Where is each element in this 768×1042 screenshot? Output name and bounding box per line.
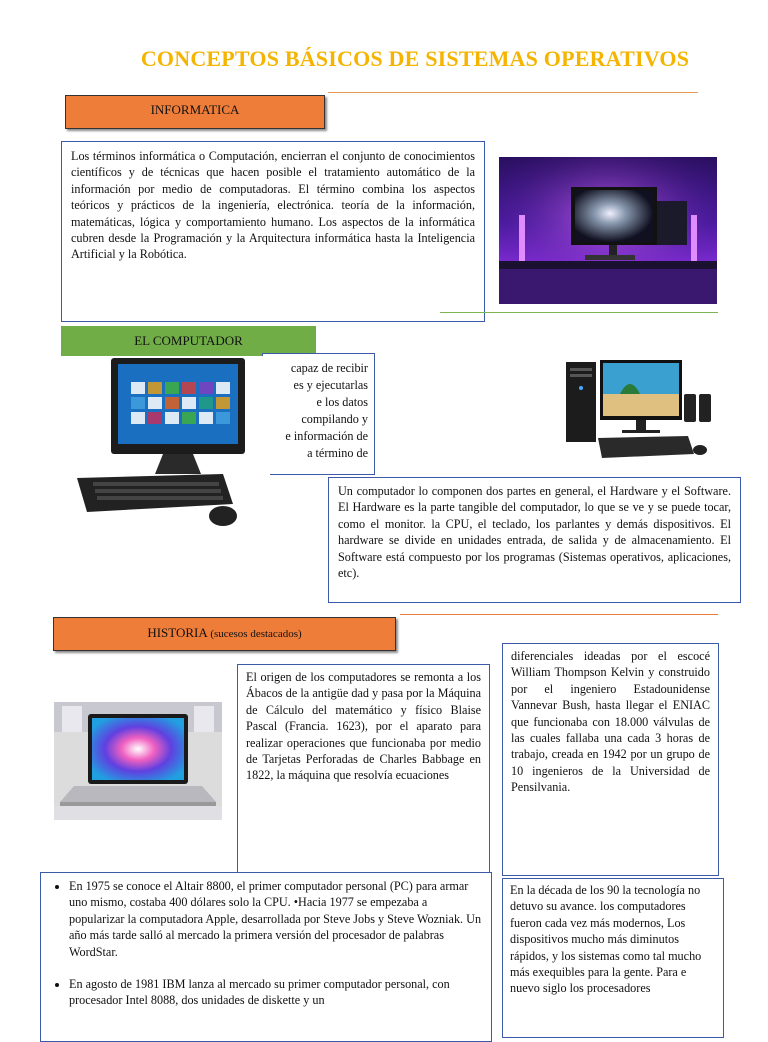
historia-90s-box xyxy=(502,878,724,1038)
gaming-desk-photo xyxy=(499,157,717,304)
section-tag-informatica xyxy=(65,95,325,129)
partial-line: a término de xyxy=(307,446,368,460)
computador-partial-box xyxy=(262,353,375,475)
computador-text-box xyxy=(328,477,741,603)
section-tag-computador xyxy=(61,326,316,356)
historia-text-box-right xyxy=(502,643,719,876)
informatica-text-box xyxy=(61,141,485,322)
computador-paragraph: Un computador lo componen dos partes en general, el Hardware y el Software. El Hardware es la parte tangible del computador, lo que se ve y se puede tocar, como el monitor. la CPU, el teclado, los parlantes y demás dispositivos. El hardware se divide en unidades entrada, de salida y de almacenamiento. El Software está compuesto por los programas (Sistemas operativos, aplicaciones, etc). xyxy=(338,484,731,581)
historia-bullets-box xyxy=(40,872,492,1042)
informatica-paragraph: Los términos informática o Computación, encierran el conjunto de conocimientos científicos y de técnicas que hacen posible el tratamiento automático de la información por medio de computadoras. El término combina los aspectos teóricos y prácticos de la ingeniería, electrónica. teoría de la información, matemáticas, lógica y comportamiento humano. Los aspectos de la informática cubren desde la Programación y la Arquitectura informática hasta la Inteligencia Artificial y la Robótica. xyxy=(71,149,475,262)
gaming-desk-icon xyxy=(499,157,717,304)
list-item: • En agosto de 1981 IBM lanza al mercado su primer computador personal, con procesador Intel 8088, dos unidades de diskette y un xyxy=(69,976,483,1009)
title-underline xyxy=(328,92,698,93)
informatica-divider xyxy=(440,312,718,313)
all-in-one-pc-photo xyxy=(73,356,270,534)
partial-line: compilando y xyxy=(301,412,368,426)
section-tag-label: HISTORIA xyxy=(147,625,208,640)
desktop-pc-icon xyxy=(560,354,715,464)
partial-line: capaz de recibir xyxy=(290,361,368,375)
list-item: • En 1975 se conoce el Altair 8800, el primer computador personal (PC) para armar uno mismo, costaba 400 dólares solo la CPU. •Hacia 1977 se empezaba a popularizar la computadora Apple, desarrollada por Steve Jobs y Steve Wozniak. Un año más tarde salló al mercado la primera versión del procesador de palabras WordStar. xyxy=(69,878,483,960)
macbook-photo xyxy=(54,702,222,820)
historia-90s-paragraph: En la década de los 90 la tecnología no detuvo su avance. los computadores fueron cada vez más modernos, Los dispositivos mucho más diminutos rápidos, y los sistemas como tal mucho más exequibles para la gente. Para e nuevo siglo los procesadores xyxy=(510,883,702,996)
computador-divider xyxy=(400,614,718,615)
partial-line: e los datos xyxy=(316,395,368,409)
section-tag-historia xyxy=(53,617,396,651)
desktop-pc-photo xyxy=(560,354,715,464)
partial-line: es y ejecutarlas xyxy=(293,378,368,392)
historia-paragraph-left: El origen de los computadores se remonta a los Ábacos de la antigüe dad y pasa por la Máquina de Cálculo del matemático y físico Blaise Pascal (Francia. 1623), por el aparato para realizar operaciones que funcionaba por medio de Tarjetas Perforadas de Charles Babbage en 1822, la máquina que resolvía ecuaciones xyxy=(246,670,481,783)
historia-text-box-left xyxy=(237,664,490,874)
page-title: CONCEPTOS BÁSICOS DE SISTEMAS OPERATIVOS xyxy=(140,46,690,71)
section-tag-label: EL COMPUTADOR xyxy=(134,333,243,348)
all-in-one-pc-icon xyxy=(73,356,270,534)
historia-bullet-list xyxy=(41,878,483,1009)
laptop-icon xyxy=(54,702,222,820)
section-tag-label: INFORMATICA xyxy=(150,102,240,117)
historia-paragraph-right: diferenciales ideadas por el escocé William Thompson Kelvin y construido por el ingeniero Estadounidense Vannevar Bush, hasta llegar el ENIAC que funcionaba con 18.000 válvulas de las cuales fallaba una cada 3 horas de trabajo, creada en 1942 por un grupo de 10 ingenieros de la Universidad de Pensilvania. xyxy=(511,649,710,795)
partial-line: e información de xyxy=(285,429,368,443)
section-tag-note: (sucesos destacados) xyxy=(210,628,302,640)
